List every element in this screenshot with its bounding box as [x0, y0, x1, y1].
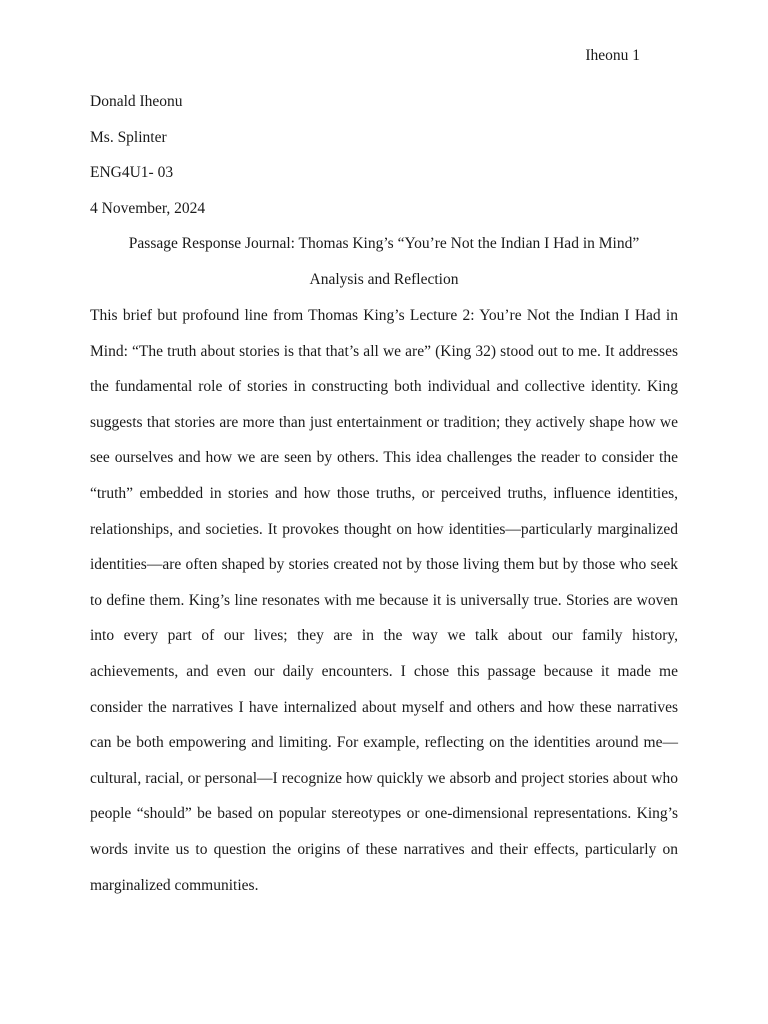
course-code: ENG4U1- 03 [90, 164, 174, 182]
author-name: Donald Iheonu [90, 93, 183, 110]
teacher-name: Ms. Splinter [90, 128, 167, 146]
mla-heading [90, 92, 678, 234]
document-title: Passage Response Journal: Thomas King’s “You’re Not the Indian I Had in Mind” [128, 235, 640, 252]
document-subtitle: Analysis and Reflection [309, 271, 459, 288]
body-paragraph: This brief but profound line from Thomas King’s Lecture 2: You’re Not the Indian I Had in Mind: “The truth about stories is that that’s all we are” (King 32) stood out to me. It addresses the fundamental role of stories in constructing both individual and collective identity. King suggests that stories are more than just entertainment or tradition; they actively shape how we see ourselves and how we are seen by others. This idea challenges the reader to consider the “truth” embedded in stories and how those truths, or perceived truths, influence identities, relationships, and societies. It provokes thought on how identities—particularly marginalized identities—are often shaped by stories created not by those living them but by those who seek to define them. King’s line resonates with me because it is universally true. Stories are woven into every part of our lives; they are in the way we talk about our family history, achievements, and even our daily encounters. I chose this passage because it made me consider the narratives I have internalized about myself and others and how these narratives can be both empowering and limiting. For example, reflecting on the identities around me—cultural, racial, or personal—I recognize how quickly we absorb and project stories about who people “should” be based on popular stereotypes or one-dimensional representations. King’s words invite us to question the origins of these narratives and their effects, particularly on marginalized communities. [90, 307, 678, 894]
document-date: 4 November, 2024 [90, 199, 206, 217]
running-header: Iheonu 1 [585, 47, 640, 64]
